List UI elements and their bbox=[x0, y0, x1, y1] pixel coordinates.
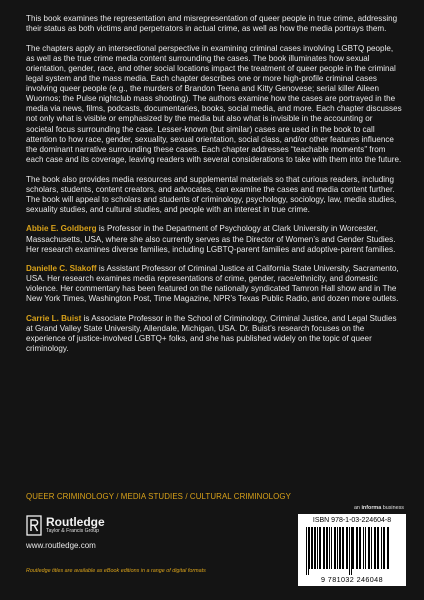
publisher-logo bbox=[26, 515, 105, 536]
author-bio-text: is Professor in the Department of Psychology at Clark University in Worcester, Massachusetts, USA, where she also currently serves as the Director of Women’s and Gender Studies. Her research examines diverse families, including LGBTQ-parent families and adoptive-parent families. bbox=[26, 224, 396, 254]
description-paragraph-2: The chapters apply an intersectional perspective in examining criminal cases involving LGBTQ people, as well as the true crime media content surrounding the cases. The book illuminates how sexual orientation, gender, race, and other social locations impact the treatment of queer people in the criminal legal system and the mass media. Each chapter describes one or more high-profile criminal cases involving queer people (e.g., the murders of Brandon Teena and Kitty Genovese; serial killer Aileen Wuornos; the Pulse nightclub mass shooting). The authors examine how the cases are portrayed in the media via news, films, podcasts, documentaries, books, social media, and more. Each chapter discusses not only what is visible or emphasized by the media but also what is invisible in the accounting or societal focus surrounding the case. Lesser-known (but similar) cases are used in the book to call attention to how race, gender, sexuality, sexual orientation, social class, and/or other features influence the dominant narrative surrounding these cases. Each chapter addresses “teachable moments” from each case and its coverage, leaving readers with several considerations to take with them into the future. bbox=[26, 43, 402, 164]
author-bio-text: is Associate Professor in the School of Criminology, Criminal Justice, and Legal Studies at Grand Valley State University, Allendale, Michigan, USA. Dr. Buist’s research focuses on the experience of justice-involved LGBTQ+ folks, and she has published widely on the topic of queer criminology. bbox=[26, 313, 397, 354]
author-name: Danielle C. Slakoff bbox=[26, 264, 97, 274]
author-bio-slakoff bbox=[26, 264, 402, 304]
publisher-group: Taylor & Francis Group bbox=[46, 528, 100, 534]
ebook-note: Routledge titles are available as eBook editions in a range of digital formats bbox=[26, 568, 206, 574]
informa-business-label bbox=[354, 505, 404, 511]
publisher-name: Routledge bbox=[46, 515, 105, 529]
publisher-website: www.routledge.com bbox=[26, 541, 96, 550]
description-paragraph-3: The book also provides media resources and supplemental materials so that curious readers, including scholars, students, content creators, and advocates, can examine the cases and media content further. The book will appeal to scholars and students of criminology, psychology, sociology, law, media studies, sexuality studies, and cultural studies, and people with an interest in true crime. bbox=[26, 174, 397, 214]
author-bio-text: is Assistant Professor of Criminal Justice at California State University, Sacramento, USA. Her research examines media representations of crime, gender, race/ethnicity, and domestic violence. Her commentary has been featured on the nationally syndicated Tamron Hall show and in The New York Times, Washington Post, Time Magazine, NPR’s Texas Public Radio, and dozen more outlets. bbox=[26, 264, 399, 304]
barcode-icon bbox=[304, 527, 400, 575]
description-paragraph-1: This book examines the representation and misrepresentation of queer people in true crime, addressing their status as both victims and perpetrators in actual crime, as well as how the media portrays them. bbox=[26, 14, 398, 34]
routledge-r-icon bbox=[26, 515, 42, 536]
subject-categories: QUEER CRIMINOLOGY / MEDIA STUDIES / CULTURAL CRIMINOLOGY bbox=[26, 492, 292, 501]
informa-prefix: an bbox=[353, 505, 362, 511]
isbn-number: ISBN 978-1-03-224604-8 bbox=[312, 517, 392, 524]
back-cover-text bbox=[26, 14, 402, 364]
ean-digits: 9 781032 246048 bbox=[321, 575, 383, 584]
isbn-barcode bbox=[298, 514, 406, 586]
informa-suffix: business bbox=[381, 505, 404, 511]
author-name: Carrie L. Buist bbox=[26, 313, 82, 323]
author-bio-buist bbox=[26, 314, 402, 354]
author-bio-goldberg bbox=[26, 224, 402, 254]
informa-brand: informa bbox=[361, 505, 382, 511]
author-name: Abbie E. Goldberg bbox=[26, 224, 97, 234]
